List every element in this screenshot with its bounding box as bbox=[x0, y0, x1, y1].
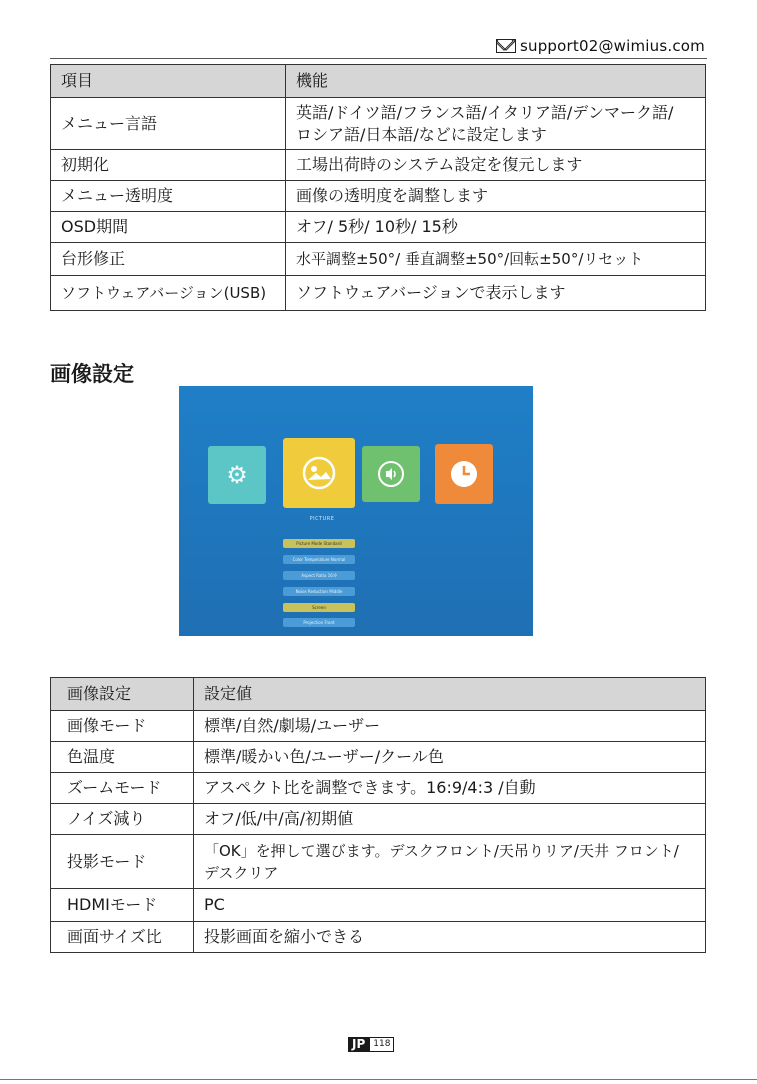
header-divider bbox=[50, 58, 707, 59]
footer-divider bbox=[0, 1079, 757, 1080]
setting-name: 台形修正 bbox=[51, 243, 286, 276]
submenu-item: Screen bbox=[283, 603, 355, 612]
table-row bbox=[51, 889, 706, 922]
submenu-item: Color Temperature Normal bbox=[283, 555, 355, 564]
setting-name: 投影モード bbox=[51, 835, 194, 889]
page-number: 118 bbox=[369, 1037, 394, 1052]
setting-value: オフ/低/中/高/初期値 bbox=[194, 804, 706, 835]
setting-name: 色温度 bbox=[51, 742, 194, 773]
system-settings-table bbox=[50, 64, 706, 311]
setting-name: 初期化 bbox=[51, 150, 286, 181]
table-row bbox=[51, 922, 706, 953]
page-footer bbox=[348, 1037, 394, 1052]
submenu-item: Noise Reduction Middle bbox=[283, 587, 355, 596]
setting-description: 英語/ドイツ語/フランス語/イタリア語/デンマーク語/ ロシア語/日本語/などに設定します bbox=[286, 98, 706, 150]
table-header-row bbox=[51, 65, 706, 98]
setting-name: メニュー透明度 bbox=[51, 181, 286, 212]
setting-description: 水平調整±50°/ 垂直調整±50°/回転±50°/リセット bbox=[286, 243, 706, 276]
table-row bbox=[51, 150, 706, 181]
table-header-cell: 設定値 bbox=[194, 678, 706, 711]
table-row bbox=[51, 711, 706, 742]
table-header-cell: 機能 bbox=[286, 65, 706, 98]
setting-name: ズームモード bbox=[51, 773, 194, 804]
setting-name: HDMIモード bbox=[51, 889, 194, 922]
table-header-row bbox=[51, 678, 706, 711]
time-tile bbox=[435, 444, 493, 504]
table-row bbox=[51, 835, 706, 889]
picture-tile bbox=[283, 438, 355, 508]
table-row bbox=[51, 276, 706, 311]
speaker-icon bbox=[377, 460, 405, 488]
picture-menu-screenshot bbox=[179, 386, 533, 636]
table-header-cell: 項目 bbox=[51, 65, 286, 98]
table-row bbox=[51, 98, 706, 150]
submenu-item: Projection Front bbox=[283, 618, 355, 627]
setting-value: 標準/暖かい色/ユーザー/クール色 bbox=[194, 742, 706, 773]
table-row bbox=[51, 804, 706, 835]
setting-name: OSD期間 bbox=[51, 212, 286, 243]
section-title: 画像設定 bbox=[50, 362, 134, 386]
setting-value: アスペクト比を調整できます。16:9/4:3 /自動 bbox=[194, 773, 706, 804]
setting-description: オフ/ 5秒/ 10秒/ 15秒 bbox=[286, 212, 706, 243]
table-row bbox=[51, 181, 706, 212]
setting-name: 画像モード bbox=[51, 711, 194, 742]
submenu-item: Aspect Ratio 16:9 bbox=[283, 571, 355, 580]
support-email bbox=[496, 37, 705, 55]
submenu-item: Picture Mode Standard bbox=[283, 539, 355, 548]
language-badge: JP bbox=[348, 1037, 369, 1052]
envelope-icon bbox=[496, 39, 516, 53]
setting-description: ソフトウェアバージョンで表示します bbox=[286, 276, 706, 311]
picture-icon bbox=[302, 456, 336, 490]
gear-icon: ⚙ bbox=[226, 461, 248, 489]
setting-value: 「OK」を押して選びます。デスクフロント/天吊りリア/天井 フロント/ デスクリア bbox=[194, 835, 706, 889]
settings-tile bbox=[208, 446, 266, 504]
setting-name: ソフトウェアバージョン(USB) bbox=[51, 276, 286, 311]
table-row bbox=[51, 212, 706, 243]
setting-description: 工場出荷時のシステム設定を復元します bbox=[286, 150, 706, 181]
table-row bbox=[51, 773, 706, 804]
sound-tile bbox=[362, 446, 420, 502]
setting-description: 画像の透明度を調整します bbox=[286, 181, 706, 212]
table-header-cell: 画像設定 bbox=[51, 678, 194, 711]
support-email-text: support02@wimius.com bbox=[519, 37, 705, 55]
clock-icon bbox=[448, 458, 480, 490]
setting-value: 標準/自然/劇場/ユーザー bbox=[194, 711, 706, 742]
table-row bbox=[51, 742, 706, 773]
picture-settings-table bbox=[50, 677, 706, 953]
setting-name: ノイズ減り bbox=[51, 804, 194, 835]
menu-label: PICTURE bbox=[309, 516, 335, 522]
setting-value: PC bbox=[194, 889, 706, 922]
table-row bbox=[51, 243, 706, 276]
setting-name: 画面サイズ比 bbox=[51, 922, 194, 953]
setting-name: メニュー言語 bbox=[51, 98, 286, 150]
setting-value: 投影画面を縮小できる bbox=[194, 922, 706, 953]
